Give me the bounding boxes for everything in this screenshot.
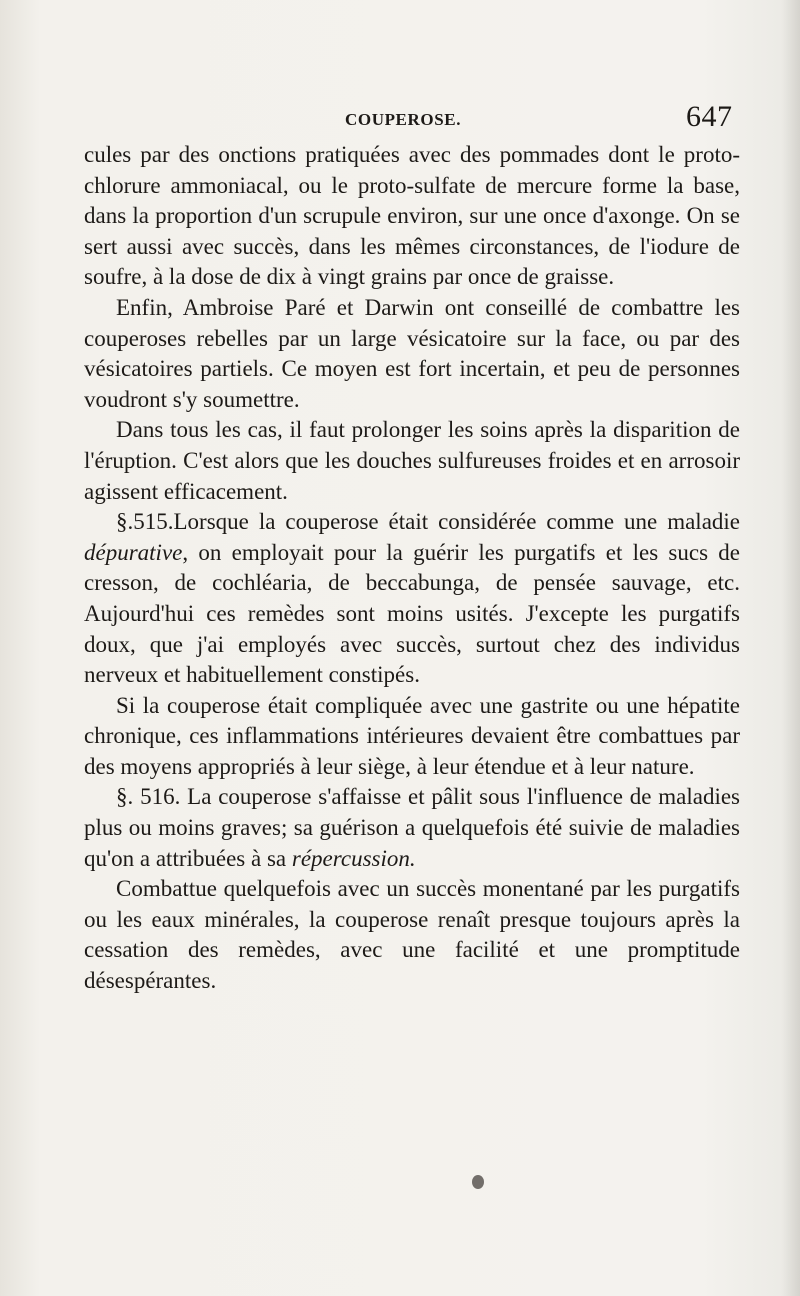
paragraph-515-italic: dépurative <box>84 539 183 565</box>
section-number-516: §. 516. <box>116 784 181 810</box>
running-title: COUPEROSE. <box>345 110 462 129</box>
paragraph-516-italic: répercussion. <box>291 845 416 871</box>
paragraph-conclusion: Combattue quelquefois avec un succès monentané par les purgatifs ou les eaux minérales, la couperose renaît presque toujours après la cessation des remèdes, avec une facilité et une promptitude désespérantes. <box>84 876 740 994</box>
paragraph-vesicatoire: Enfin, Ambroise Paré et Darwin ont conseillé de combattre les couperoses rebelles par un large vésicatoire sur la face, ou par des vésicatoires partiels. Ce moyen est fort incertain, et peu de personnes voudront s'y soumettre. <box>84 294 740 412</box>
paragraph-continuation: cules par des onctions pratiquées avec des pommades dont le proto-chlorure ammoniacal, ou le proto-sulfate de mercure forme la base, dans la proportion d'un scrupule environ, sur une once d'axonge. On se sert aussi avec succès, dans les mêmes circonstances, de l'iodure de soufre, à la dose de dix à vingt grains par once de graisse. <box>84 142 740 290</box>
paragraph-515-rest: , on employait pour la guérir les purgatifs et les sucs de cresson, de cochléaria, de beccabunga, de pensée sauvage, etc. Aujourd'hui ces remèdes sont moins usités. J'excepte les purgatifs doux, que j'ai employés avec succès, surtout chez des individus nerveux et habituellement constipés. <box>84 539 740 688</box>
body-text <box>84 140 740 997</box>
ink-blot <box>472 1175 484 1189</box>
paragraph-douches: Dans tous les cas, il faut prolonger les soins après la disparition de l'éruption. C'est alors que les douches sulfureuses froides et en arrosoir agissent efficacement. <box>84 417 740 504</box>
section-number-515: §.515. <box>116 509 174 535</box>
paragraph-gastrite: Si la couperose était compliquée avec une gastrite ou une hépatite chronique, ces inflammations intérieures devaient être combattues par des moyens appropriés à leur siège, à leur étendue et à leur nature. <box>84 692 740 779</box>
page-number: 647 <box>686 100 733 133</box>
page-header <box>0 100 800 140</box>
paragraph-515-lead: Lorsque la couperose était considérée comme une maladie <box>173 509 740 535</box>
paragraph-516-lead: La couperose s'affaisse et pâlit sous l'influence de maladies plus ou moins graves; sa guérison a quelquefois été suivie de maladies qu'on a attribuées à sa <box>84 784 741 871</box>
paragraph-section-515 <box>84 507 740 691</box>
page-edge-shadow <box>782 0 800 1296</box>
paragraph-section-516 <box>84 782 740 874</box>
